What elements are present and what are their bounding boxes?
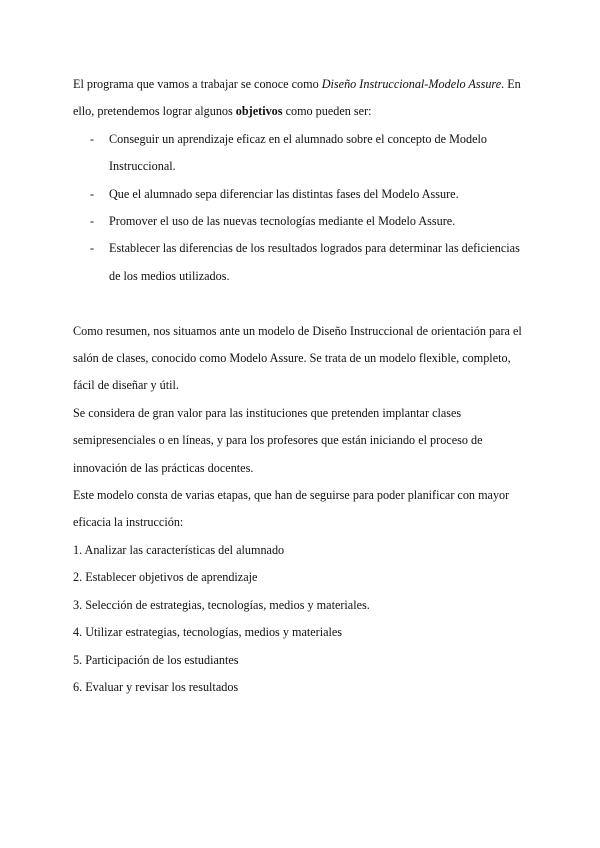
objective-text: Que el alumnado sepa diferenciar las distintas fases del Modelo Assure. bbox=[109, 186, 459, 201]
objective-item bbox=[73, 126, 528, 181]
stages-paragraph: Este modelo consta de varias etapas, que han de seguirse para poder planificar con mayor eficacia la instrucción: bbox=[73, 488, 510, 530]
step-item: 1. Analizar las características del alumnado bbox=[73, 542, 285, 557]
objective-item bbox=[73, 235, 528, 290]
step-item: 6. Evaluar y revisar los resultados bbox=[73, 679, 239, 694]
step-item: 5. Participación de los estudiantes bbox=[73, 652, 239, 667]
list-dash: - bbox=[90, 131, 95, 146]
intro-bold-word: objetivos bbox=[235, 104, 283, 119]
objective-text: Promover el uso de las nuevas tecnologías mediante el Modelo Assure. bbox=[109, 214, 456, 229]
value-paragraph: Se considera de gran valor para las instituciones que pretenden implantar clases semipresenciales o en líneas, y para los profesores que están iniciando el proceso de innovación de las prácticas docentes. bbox=[73, 405, 483, 475]
steps-list bbox=[73, 537, 528, 701]
step-item: 3. Selección de estrategias, tecnologías, medios y materiales. bbox=[73, 597, 370, 612]
summary-paragraph: Como resumen, nos situamos ante un modelo de Diseño Instruccional de orientación para el salón de clases, conocido como Modelo Assure. Se trata de un modelo flexible, completo, fácil de diseñar y útil. bbox=[73, 323, 522, 393]
objective-text: Conseguir un aprendizaje eficaz en el alumnado sobre el concepto de Modelo Instruccional. bbox=[109, 131, 488, 174]
intro-text-after: como pueden ser: bbox=[282, 104, 372, 119]
objectives-list bbox=[73, 126, 528, 290]
list-dash: - bbox=[90, 214, 95, 229]
objective-text: Establecer las diferencias de los resultados logrados para determinar las deficiencias de los medios utilizados. bbox=[109, 241, 520, 283]
intro-paragraph bbox=[73, 71, 528, 126]
step-item: 2. Establecer objetivos de aprendizaje bbox=[73, 570, 258, 585]
intro-italic-title: Diseño Instruccional-Modelo Assure bbox=[321, 77, 502, 91]
intro-text-before: El programa que vamos a trabajar se conoce como bbox=[73, 77, 322, 91]
list-dash: - bbox=[90, 186, 95, 201]
objective-item bbox=[73, 208, 528, 235]
step-item: 4. Utilizar estrategias, tecnologías, medios y materiales bbox=[73, 625, 343, 640]
objective-item bbox=[73, 181, 528, 208]
list-dash: - bbox=[90, 241, 95, 256]
intro-text-middle: . En ello, pretendemos lograr algunos bbox=[73, 77, 521, 119]
document-body bbox=[73, 71, 528, 701]
paragraph-gap bbox=[73, 290, 528, 317]
